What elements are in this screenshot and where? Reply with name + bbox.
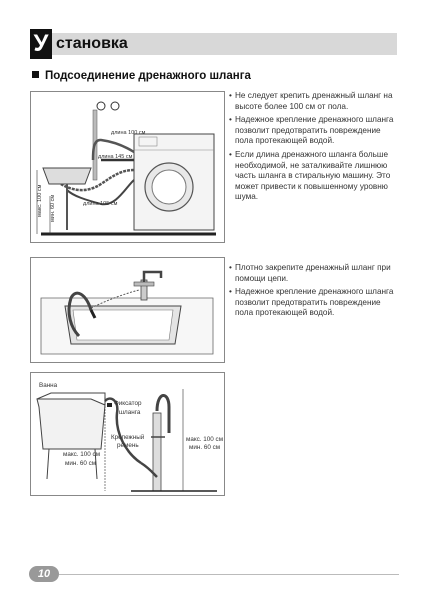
bullet-square-icon (32, 71, 39, 78)
label-max-height: макс. 100 см (37, 184, 43, 217)
list-item: • Надежное крепление дренажного шланга позволит предотвратить повреждение пола протекающей водой. (229, 115, 397, 147)
figure-hose-on-sink (30, 257, 225, 363)
label-left-min: мин. 60 см (65, 460, 97, 467)
label-right-max: макс. 100 см (186, 436, 224, 443)
list-item: • Не следует крепить дренажный шланг на высоте более 100 см от пола. (229, 91, 397, 112)
label-right-min: мин. 60 см (189, 444, 221, 451)
list-item: • Плотно закрепите дренажный шланг при помощи цепи. (229, 263, 397, 284)
label-fixator-line1: Фиксатор (114, 400, 142, 407)
page-number: 10 (29, 566, 59, 582)
page-header (30, 30, 397, 57)
label-strap-line1: Крепежный (111, 434, 145, 441)
footer-line (59, 574, 399, 575)
header-initial-letter: У (30, 29, 52, 59)
bullet-list-2 (229, 263, 397, 322)
label-length-145: длина 145 см (98, 154, 133, 160)
header-title: становка (56, 35, 128, 52)
label-length-105: длина 105 см (83, 201, 118, 207)
label-strap-line2: ремень (117, 442, 139, 449)
list-item: • Если длина дренажного шланга больше необходимой, не заталкивайте лишнюю часть шланга в стиральную машину. Это может привести к повышенному уровню шума. (229, 150, 397, 203)
section-heading (32, 70, 251, 82)
bullet-list-1 (229, 91, 397, 206)
figure-drain-hose-sink-drawing (31, 92, 224, 242)
section-title: Подсоединение дренажного шланга (45, 70, 251, 82)
figure-hose-on-sink-drawing (31, 258, 224, 362)
label-length-100: длина 100 см (111, 130, 146, 136)
figure-bath-standpipe (30, 372, 225, 496)
label-left-max: макс. 100 см (63, 451, 101, 458)
figure-drain-hose-sink (30, 91, 225, 243)
label-min-height: мин. 60 см (50, 194, 56, 222)
figure-bath-standpipe-drawing (31, 373, 224, 495)
list-item: • Надежное крепление дренажного шланга позволит предотвратить повреждение пола протекающей водой. (229, 287, 397, 319)
label-fixator-line2: шланга (119, 409, 141, 416)
label-bath: Ванна (39, 382, 58, 389)
